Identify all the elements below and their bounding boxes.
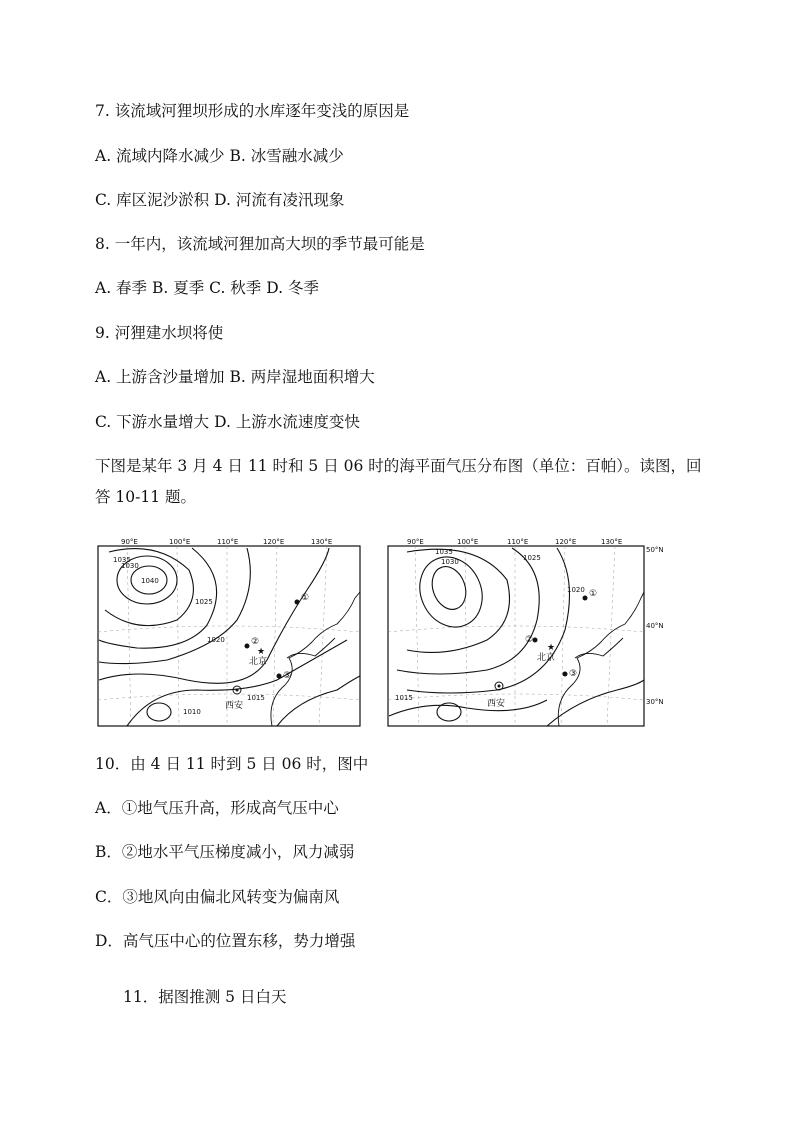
lon-100-label: 100°E <box>169 538 191 546</box>
q9-stem: 9. 河狸建水坝将使 <box>95 324 224 342</box>
beijing-label: 北京 <box>249 657 268 667</box>
lon-90-label: 90°E <box>121 538 138 546</box>
point-3-label: ③ <box>283 671 292 681</box>
iso-label-1020: 1020 <box>207 636 225 644</box>
q8-stem: 8. 一年内，该流域河狸加高大坝的季节最可能是 <box>95 235 425 253</box>
lon-130-label: 130°E <box>311 538 333 546</box>
lat-50-label: 50°N <box>646 546 664 554</box>
iso-label-1035: 1035 <box>113 556 131 564</box>
beijing-star: ★ <box>257 647 266 657</box>
xian-label: 西安 <box>225 701 244 711</box>
q10-option-b: B．②地水平气压梯度减小，风力减弱 <box>95 843 355 861</box>
point-1-label-right: ① <box>589 589 598 599</box>
pressure-maps <box>97 540 667 728</box>
iso-label-1015: 1015 <box>247 694 265 702</box>
iso-label-1030-right: 1030 <box>441 558 459 566</box>
lon-90-label-right: 90°E <box>407 538 424 546</box>
lat-30-label: 30°N <box>646 698 664 706</box>
lon-120-label-right: 120°E <box>555 538 577 546</box>
pressure-map-right <box>387 538 664 728</box>
q8-options: A. 春季 B. 夏季 C. 秋季 D. 冬季 <box>95 279 319 297</box>
iso-label-1025-right: 1025 <box>523 554 541 562</box>
q9-options-ab: A. 上游含沙量增加 B. 两岸湿地面积增大 <box>95 368 375 386</box>
lat-40-label: 40°N <box>646 622 664 630</box>
iso-label-1015-right: 1015 <box>395 694 413 702</box>
beijing-label-right: 北京 <box>537 653 556 663</box>
intro-line-2: 答 10-11 题。 <box>95 488 197 506</box>
q7-stem: 7. 该流域河狸坝形成的水库逐年变浅的原因是 <box>95 102 410 120</box>
iso-label-1010: 1010 <box>183 708 201 716</box>
lon-110-label: 110°E <box>217 538 239 546</box>
xian-label-right: 西安 <box>487 699 506 709</box>
lon-120-label: 120°E <box>263 538 285 546</box>
iso-label-1025: 1025 <box>195 598 213 606</box>
q10-stem: 10．由 4 日 11 时到 5 日 06 时，图中 <box>95 755 369 773</box>
lon-110-label-right: 110°E <box>507 538 529 546</box>
lon-130-label-right: 130°E <box>601 538 623 546</box>
iso-label-1020-right: 1020 <box>567 586 585 594</box>
q10-option-d: D．高气压中心的位置东移，势力增强 <box>95 932 356 950</box>
q9-options-cd: C. 下游水量增大 D. 上游水流速度变快 <box>95 413 360 431</box>
point-2-label: ② <box>251 637 260 647</box>
point-3-label-right: ③ <box>569 669 578 679</box>
point-2-label-right: ② <box>525 635 534 645</box>
q7-options-ab: A. 流域内降水减少 B. 冰雪融水减少 <box>95 147 344 165</box>
iso-label-1030: 1030 <box>121 562 139 570</box>
iso-label-1035-right: 1035 <box>435 548 453 556</box>
pressure-map-left <box>97 540 363 728</box>
q10-option-c: C．③地风向由偏北风转变为偏南风 <box>95 888 340 906</box>
q11-stem: 11．据图推测 5 日白天 <box>123 988 287 1006</box>
intro-line-1: 下图是某年 3 月 4 日 11 时和 5 日 06 时的海平面气压分布图（单位：百帕）。读图，回 <box>95 457 702 475</box>
point-1-label: ① <box>301 593 310 603</box>
q7-options-cd: C. 库区泥沙淤积 D. 河流有凌汛现象 <box>95 191 345 209</box>
beijing-star-right: ★ <box>547 643 556 653</box>
q10-option-a: A．①地气压升高，形成高气压中心 <box>95 799 339 817</box>
lon-100-label-right: 100°E <box>457 538 479 546</box>
iso-label-1040: 1040 <box>141 577 159 585</box>
pressure-map-left-svg <box>97 540 363 728</box>
pressure-map-right-svg <box>387 538 664 728</box>
